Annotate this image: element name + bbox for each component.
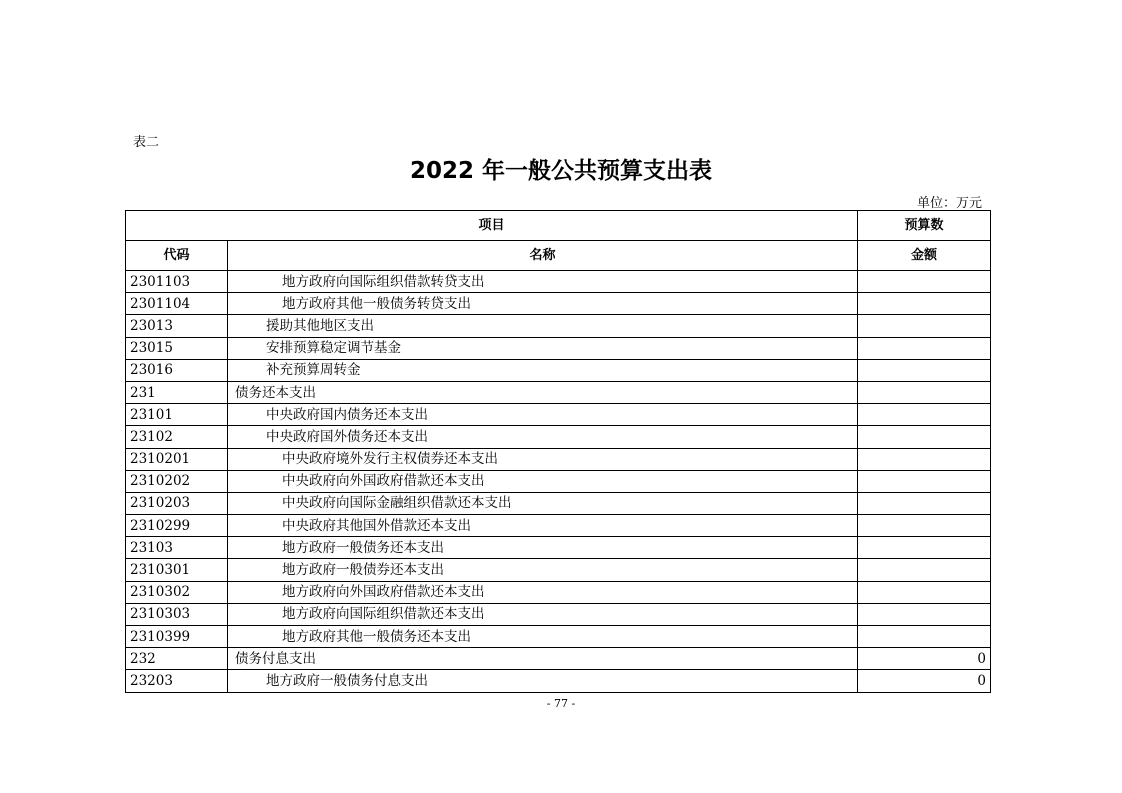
row-amount bbox=[858, 626, 991, 648]
row-amount: 0 bbox=[858, 648, 991, 670]
budget-table bbox=[125, 210, 991, 693]
row-amount bbox=[858, 271, 991, 293]
row-amount bbox=[858, 359, 991, 381]
table-row bbox=[126, 448, 991, 470]
row-amount bbox=[858, 426, 991, 448]
header-item: 项目 bbox=[126, 211, 858, 241]
row-amount bbox=[858, 381, 991, 403]
row-code: 231 bbox=[126, 381, 228, 403]
row-amount bbox=[858, 404, 991, 426]
row-amount bbox=[858, 515, 991, 537]
row-code: 2310301 bbox=[126, 559, 228, 581]
row-code: 23103 bbox=[126, 537, 228, 559]
table-row bbox=[126, 359, 991, 381]
row-amount bbox=[858, 293, 991, 315]
table-group-header-row bbox=[126, 211, 991, 241]
row-code: 23101 bbox=[126, 404, 228, 426]
row-code: 2310202 bbox=[126, 470, 228, 492]
row-code: 23102 bbox=[126, 426, 228, 448]
row-code: 23013 bbox=[126, 315, 228, 337]
header-name: 名称 bbox=[228, 241, 858, 271]
row-amount bbox=[858, 448, 991, 470]
row-name: 地方政府一般债务付息支出 bbox=[228, 670, 858, 692]
table-row bbox=[126, 426, 991, 448]
row-code: 2301104 bbox=[126, 293, 228, 315]
page-title: 2022 年一般公共预算支出表 bbox=[409, 158, 713, 184]
row-code: 2310203 bbox=[126, 492, 228, 514]
table-row bbox=[126, 492, 991, 514]
row-name: 地方政府向国际组织借款还本支出 bbox=[228, 603, 858, 625]
table-label: 表二 bbox=[133, 135, 160, 150]
row-amount: 0 bbox=[858, 670, 991, 692]
row-name: 中央政府向外国政府借款还本支出 bbox=[228, 470, 858, 492]
table-row bbox=[126, 404, 991, 426]
row-code: 2310299 bbox=[126, 515, 228, 537]
table-row bbox=[126, 626, 991, 648]
row-name: 债务付息支出 bbox=[228, 648, 858, 670]
header-code: 代码 bbox=[126, 241, 228, 271]
row-name: 安排预算稳定调节基金 bbox=[228, 337, 858, 359]
row-amount bbox=[858, 537, 991, 559]
table-row bbox=[126, 271, 991, 293]
row-name: 中央政府其他国外借款还本支出 bbox=[228, 515, 858, 537]
row-code: 232 bbox=[126, 648, 228, 670]
row-name: 地方政府一般债券还本支出 bbox=[228, 559, 858, 581]
table-row bbox=[126, 515, 991, 537]
row-name: 地方政府向国际组织借款转贷支出 bbox=[228, 271, 858, 293]
table-row bbox=[126, 537, 991, 559]
table-row bbox=[126, 381, 991, 403]
row-name: 中央政府境外发行主权债券还本支出 bbox=[228, 448, 858, 470]
row-code: 2310302 bbox=[126, 581, 228, 603]
row-name: 补充预算周转金 bbox=[228, 359, 858, 381]
table-row bbox=[126, 648, 991, 670]
row-code: 2310201 bbox=[126, 448, 228, 470]
row-amount bbox=[858, 315, 991, 337]
table-row bbox=[126, 337, 991, 359]
row-name: 债务还本支出 bbox=[228, 381, 858, 403]
row-name: 地方政府一般债务还本支出 bbox=[228, 537, 858, 559]
row-amount bbox=[858, 337, 991, 359]
unit-label: 单位：万元 bbox=[916, 196, 982, 211]
table-column-header-row bbox=[126, 241, 991, 271]
header-budget: 预算数 bbox=[858, 211, 991, 241]
table-row bbox=[126, 470, 991, 492]
row-amount bbox=[858, 559, 991, 581]
row-code: 2301103 bbox=[126, 271, 228, 293]
row-name: 中央政府向国际金融组织借款还本支出 bbox=[228, 492, 858, 514]
table-row bbox=[126, 670, 991, 692]
row-amount bbox=[858, 603, 991, 625]
table-row bbox=[126, 581, 991, 603]
table-row bbox=[126, 603, 991, 625]
row-code: 23203 bbox=[126, 670, 228, 692]
row-code: 23016 bbox=[126, 359, 228, 381]
row-code: 2310399 bbox=[126, 626, 228, 648]
row-name: 地方政府其他一般债务转贷支出 bbox=[228, 293, 858, 315]
header-amount: 金额 bbox=[858, 241, 991, 271]
table-row bbox=[126, 315, 991, 337]
row-code: 2310303 bbox=[126, 603, 228, 625]
row-code: 23015 bbox=[126, 337, 228, 359]
row-amount bbox=[858, 492, 991, 514]
page-number: - 77 - bbox=[546, 697, 576, 710]
row-name: 地方政府向外国政府借款还本支出 bbox=[228, 581, 858, 603]
row-name: 援助其他地区支出 bbox=[228, 315, 858, 337]
table-body bbox=[126, 271, 991, 693]
row-amount bbox=[858, 470, 991, 492]
table-row bbox=[126, 293, 991, 315]
row-amount bbox=[858, 581, 991, 603]
row-name: 中央政府国内债务还本支出 bbox=[228, 404, 858, 426]
row-name: 地方政府其他一般债务还本支出 bbox=[228, 626, 858, 648]
row-name: 中央政府国外债务还本支出 bbox=[228, 426, 858, 448]
table-row bbox=[126, 559, 991, 581]
